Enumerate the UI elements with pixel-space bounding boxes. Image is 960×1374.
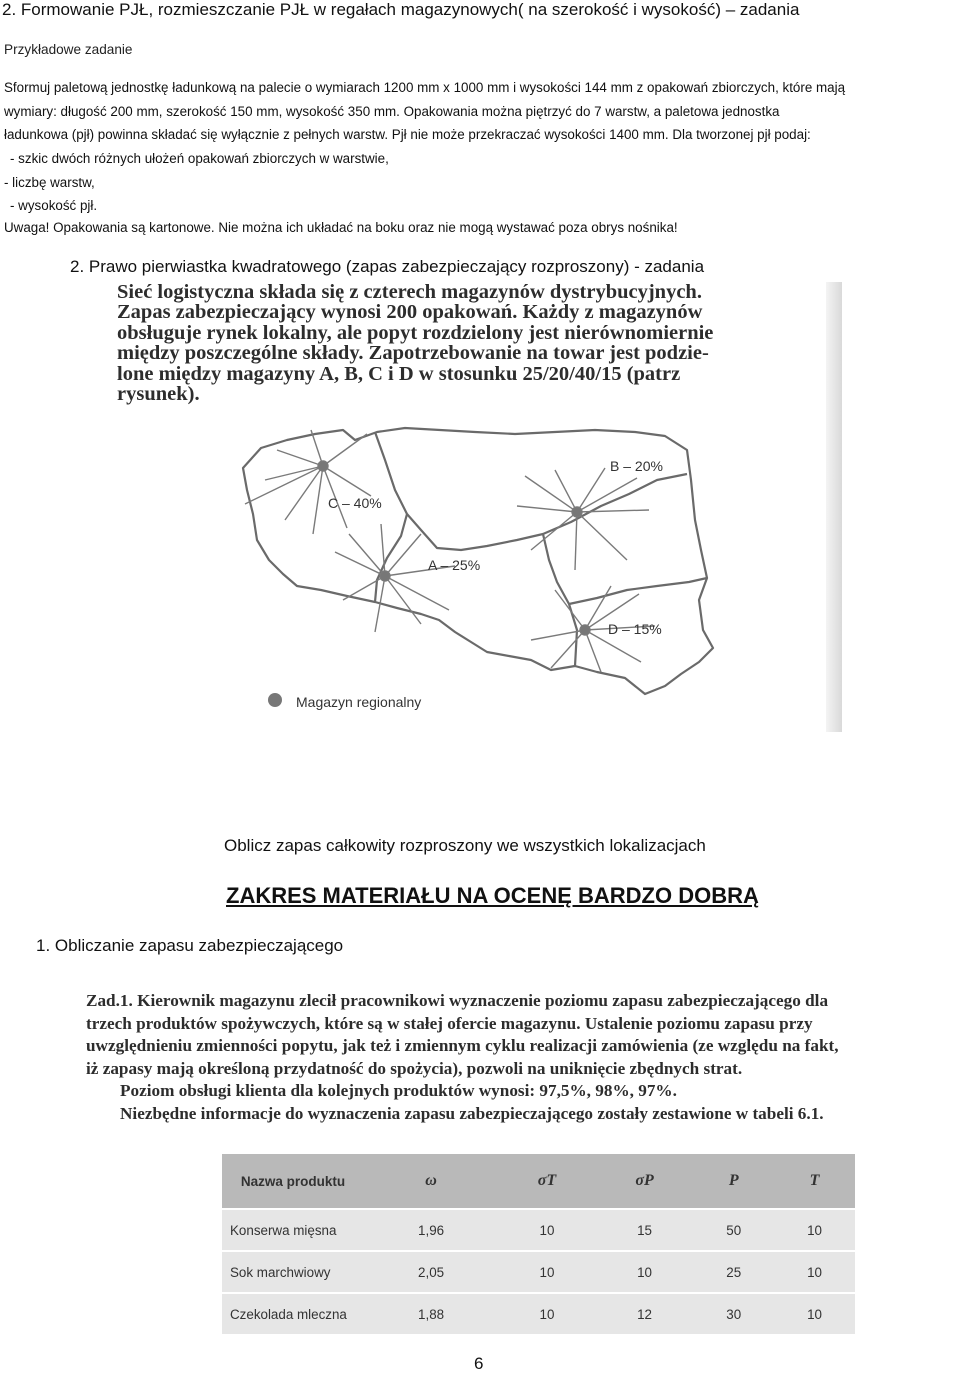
- product-table: [222, 1154, 855, 1334]
- table-row: [222, 1209, 855, 1251]
- scanned-problem-text: [115, 282, 841, 412]
- scan-line: obsługuje rynek lokalny, ale popyt rozdzielony jest nierównomiernie: [117, 321, 714, 344]
- scan-line: trzech produktów spożywczych, które są w stałej ofercie magazynu. Ustalenie poziomu zapasu przy: [86, 1013, 813, 1033]
- label-warehouse-b: B – 20%: [610, 458, 663, 474]
- table-cell: 10: [774, 1251, 855, 1293]
- table-cell: 15: [596, 1209, 694, 1251]
- section-title-safety-stock: 1. Obliczanie zapasu zabezpieczającego: [36, 936, 344, 955]
- cell-product-name: Sok marchwiowy: [222, 1251, 364, 1293]
- task-note: Uwaga! Opakowania są kartonowe. Nie można ich układać na boku oraz nie mogą wystawać poza obrys nośnika!: [4, 220, 678, 235]
- legend-dot-icon: [268, 693, 282, 707]
- table-cell: 30: [693, 1293, 774, 1334]
- warehouse-node-c: [245, 430, 371, 534]
- section-title-sqrt-law: 2. Prawo pierwiastka kwadratowego (zapas zabezpieczający rozproszony) - zadania: [70, 257, 705, 276]
- task-bullet: - szkic dwóch różnych ułożeń opakowań zbiorczych w warstwie,: [10, 151, 389, 166]
- header-p: P: [693, 1154, 774, 1209]
- section-title-pallet: 2. Formowanie PJŁ, rozmieszczanie PJŁ w regałach magazynowych( na szerokość i wysokość) – zadania: [2, 0, 800, 19]
- example-label: Przykładowe zadanie: [4, 42, 133, 57]
- scan-line: Zapas zabezpieczający wynosi 200 opakowań. Każdy z magazynów: [117, 301, 703, 324]
- scan-line: Sieć logistyczna składa się z czterech magazynów dystrybucyjnych.: [117, 282, 702, 303]
- page-number: 6: [474, 1354, 484, 1373]
- table-cell: 10: [774, 1293, 855, 1334]
- calc-instruction: Oblicz zapas całkowity rozproszony we wszystkich lokalizacjach: [224, 836, 706, 855]
- scan-line: między poszczególne składy. Zapotrzebowanie na towar jest podzie-: [117, 342, 709, 365]
- scan-line: Niezbędne informacje do wyznaczenia zapasu zabezpieczającego zostały zestawione w tabeli 6.1.: [120, 1103, 824, 1123]
- region-border: [569, 578, 707, 604]
- warehouse-node-b: [517, 468, 649, 570]
- scan-line: lone między magazyny A, B, C i D w stosunku 25/20/40/15 (patrz: [117, 362, 681, 385]
- scan-line: rysunek).: [117, 383, 200, 406]
- region-border: [375, 514, 407, 602]
- region-border: [543, 534, 577, 666]
- table-cell: 1,96: [364, 1209, 498, 1251]
- table-cell: 10: [498, 1251, 596, 1293]
- scanned-task-text: [86, 990, 946, 1125]
- scan-line: uwzględnieniu zmienności popytu, jak też i zmiennym cyklu realizacji zamówienia (ze względu na fakt,: [86, 1036, 839, 1055]
- warehouse-node-a: [335, 524, 455, 632]
- grade-heading: ZAKRES MATERIAŁU NA OCENĘ BARDZO DOBRĄ: [226, 883, 759, 908]
- header-sigma-t: σT: [498, 1154, 596, 1209]
- cell-product-name: Konserwa mięsna: [222, 1209, 364, 1251]
- label-warehouse-c: C – 40%: [328, 495, 382, 511]
- header-t: T: [774, 1154, 855, 1209]
- table-cell: 2,05: [364, 1251, 498, 1293]
- label-warehouse-a: A – 25%: [428, 557, 481, 573]
- table-cell: 10: [774, 1209, 855, 1251]
- map-legend-label: Magazyn regionalny: [296, 694, 422, 710]
- header-product-name: Nazwa produktu: [222, 1154, 364, 1209]
- table-cell: 10: [498, 1209, 596, 1251]
- label-warehouse-d: D – 15%: [608, 621, 662, 637]
- header-sigma-p: σP: [596, 1154, 694, 1209]
- scan-line: iż zapasy mają określoną przydatność do spożycia), pozwoli na uniknięcie zbędnych strat.: [86, 1058, 743, 1078]
- table-cell: 10: [498, 1293, 596, 1334]
- table-header-row: [222, 1154, 855, 1209]
- poland-warehouse-map: [225, 410, 835, 740]
- task-line: ładunkowa (pjł) powinna składać się wyłącznie z pełnych warstw. Pjł nie może przekraczać wysokości 1400 mm. Dla tworzonej pjł podaj:: [4, 127, 811, 142]
- task-description: [4, 76, 958, 147]
- table-row: [222, 1251, 855, 1293]
- scan-line: Poziom obsługi klienta dla kolejnych produktów wynosi: 97,5%, 98%, 97%.: [120, 1081, 677, 1100]
- task-line: wymiary: długość 200 mm, szerokość 150 mm, wysokość 350 mm. Opakowania można piętrzyć do 7 warstw, a paletowa jednostka: [4, 103, 780, 119]
- header-omega: ω: [364, 1154, 498, 1209]
- table-row: [222, 1293, 855, 1334]
- task-bullet: - wysokość pjł.: [10, 198, 98, 213]
- scan-line: Zad.1. Kierownik magazynu zlecił pracownikowi wyznaczenie poziomu zapasu zabezpieczającego dla: [86, 991, 829, 1010]
- task-line: Sformuj paletową jednostkę ładunkową na palecie o wymiarach 1200 mm x 1000 mm i wysokości 144 mm z opakowań zbiorczych, które mają: [4, 80, 846, 95]
- table-cell: 50: [693, 1209, 774, 1251]
- table-cell: 10: [596, 1251, 694, 1293]
- table-cell: 25: [693, 1251, 774, 1293]
- region-border: [375, 432, 687, 550]
- table-cell: 12: [596, 1293, 694, 1334]
- task-bullet: - liczbę warstw,: [4, 175, 95, 190]
- cell-product-name: Czekolada mleczna: [222, 1293, 364, 1334]
- table-cell: 1,88: [364, 1293, 498, 1334]
